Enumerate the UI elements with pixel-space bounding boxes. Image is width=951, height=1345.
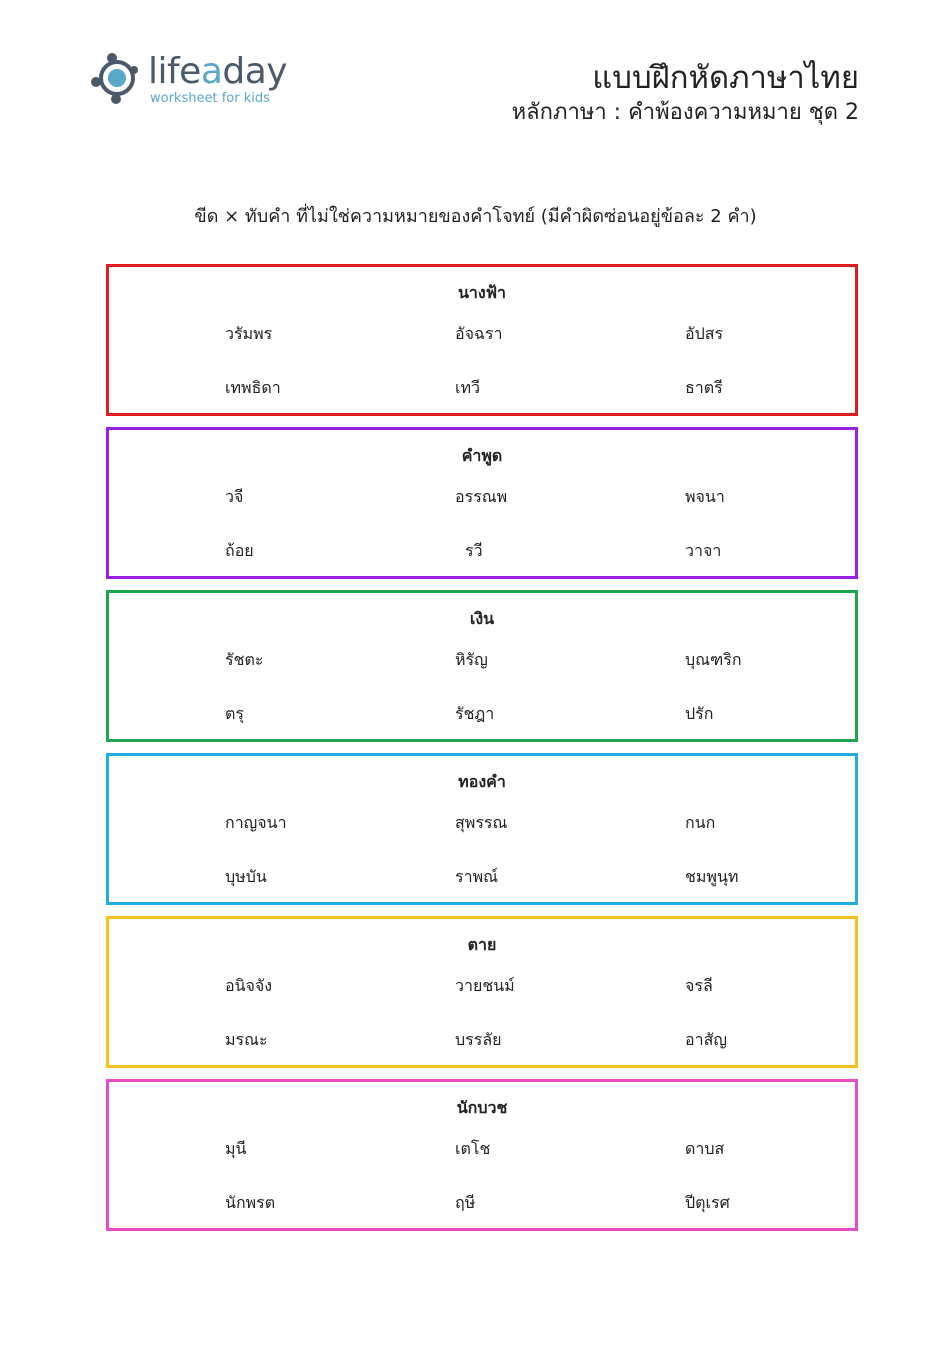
- word-option[interactable]: เทวี: [455, 378, 480, 397]
- word-option[interactable]: กาญจนา: [225, 813, 287, 832]
- word-option[interactable]: มรณะ: [225, 1030, 268, 1049]
- word-option[interactable]: นักพรต: [225, 1193, 276, 1212]
- molecule-logo-icon: [90, 50, 148, 106]
- worksheet-title: แบบฝึกหัดภาษาไทย: [592, 60, 859, 96]
- logo: [90, 50, 300, 110]
- word-option[interactable]: พจนา: [685, 487, 725, 506]
- word-option[interactable]: รัชตะ: [225, 650, 264, 669]
- question-box-5: [106, 916, 858, 1068]
- word-option[interactable]: วจี: [225, 487, 244, 506]
- question-box-6: [106, 1079, 858, 1231]
- word-option[interactable]: สุพรรณ: [455, 813, 508, 832]
- word-option[interactable]: วาจา: [685, 541, 722, 560]
- word-option[interactable]: เตโช: [455, 1139, 491, 1158]
- question-title: เงิน: [469, 609, 495, 628]
- word-option[interactable]: ธาตรี: [685, 378, 723, 397]
- word-option[interactable]: วรัมพร: [225, 324, 273, 343]
- word-option[interactable]: ถ้อย: [225, 541, 254, 560]
- word-option[interactable]: บุณฑริก: [685, 650, 742, 669]
- question-title: ตาย: [467, 935, 497, 954]
- word-option[interactable]: รวี: [465, 541, 483, 560]
- word-option[interactable]: จรลี: [685, 976, 713, 995]
- word-option[interactable]: มุนี: [225, 1139, 247, 1158]
- word-option[interactable]: อัจฉรา: [455, 324, 503, 343]
- word-option[interactable]: ชมพูนุท: [685, 867, 739, 886]
- question-title: นักบวช: [456, 1098, 508, 1117]
- question-title: ทองคำ: [458, 772, 506, 791]
- word-option[interactable]: บรรลัย: [455, 1030, 502, 1049]
- logo-wordmark: lifeaday: [148, 51, 288, 92]
- question-box-1: [106, 264, 858, 416]
- question-box-3: [106, 590, 858, 742]
- worksheet-subtitle: หลักภาษา : คำพ้องความหมาย ชุด 2: [511, 100, 859, 125]
- worksheet-header: [512, 58, 859, 128]
- word-option[interactable]: ราพณ์: [455, 867, 498, 886]
- word-option[interactable]: ดาบส: [685, 1139, 725, 1158]
- question-box-4: [106, 753, 858, 905]
- word-option[interactable]: บุษบัน: [225, 867, 267, 886]
- word-option[interactable]: อรรณพ: [455, 487, 508, 506]
- word-option[interactable]: รัชฎา: [455, 704, 495, 723]
- instruction-text: ขีด × ทับคำ ที่ไม่ใช่ความหมายของคำโจทย์ (มีคำผิดซ่อนอยู่ข้อละ 2 คำ): [194, 206, 757, 227]
- word-option[interactable]: ปรัก: [685, 704, 714, 723]
- word-option[interactable]: หิรัญ: [455, 650, 488, 669]
- word-option[interactable]: กนก: [685, 813, 716, 832]
- word-option[interactable]: อาสัญ: [685, 1030, 727, 1049]
- question-title: คำพูด: [461, 446, 503, 465]
- word-option[interactable]: ปีตุเรศ: [685, 1193, 730, 1212]
- logo-tagline: worksheet for kids: [150, 91, 270, 106]
- word-option[interactable]: อนิจจัง: [225, 976, 273, 995]
- word-option[interactable]: เทพธิดา: [225, 378, 281, 397]
- word-option[interactable]: อัปสร: [685, 324, 724, 343]
- word-option[interactable]: ตรุ: [225, 704, 244, 723]
- question-title: นางฟ้า: [457, 283, 507, 302]
- word-option[interactable]: ฤษี: [455, 1193, 476, 1212]
- word-option[interactable]: วายชนม์: [455, 976, 515, 995]
- question-box-2: [106, 427, 858, 579]
